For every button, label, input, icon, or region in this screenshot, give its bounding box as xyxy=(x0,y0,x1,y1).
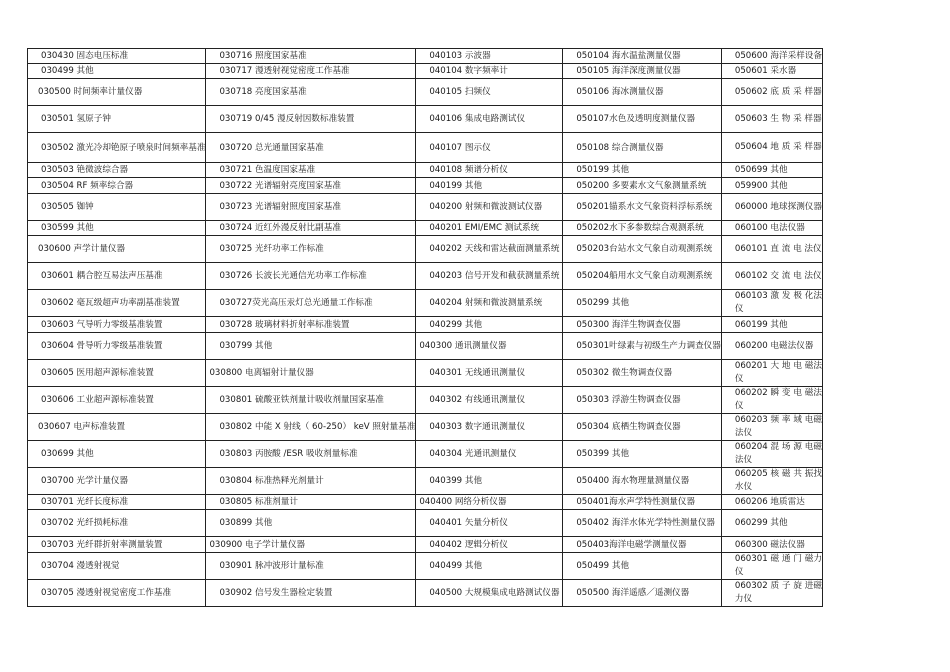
table-cell xyxy=(721,468,822,495)
table-cell xyxy=(416,360,563,387)
cell-text: 030799 其他 xyxy=(219,341,273,351)
cell-text: 030726 长波长光通信光功率工作标准 xyxy=(219,271,367,281)
cell-text: 030705 漫透射视觉密度工作基准 xyxy=(41,588,172,598)
table-cell xyxy=(721,317,822,333)
table-cell xyxy=(28,49,206,64)
cell-text: 050603 生 物 采 样器 xyxy=(734,113,822,124)
cell-text: 050300 海洋生物调查仪器 xyxy=(576,319,681,330)
cell-text: 030728 玻璃材料折射率标准装置 xyxy=(219,319,350,330)
cell-text: 050401海水声学特性测量仪器 xyxy=(576,497,696,507)
table-cell xyxy=(416,387,563,414)
table-cell xyxy=(28,194,206,221)
table-cell xyxy=(28,64,206,79)
cell-text: 040199 其他 xyxy=(429,180,483,191)
cell-text: 040304 光通讯测量仪 xyxy=(429,449,517,459)
cell-text: 030899 其他 xyxy=(219,518,273,528)
table-cell xyxy=(206,441,416,468)
cell-text: 050201锚系水文气象资料浮标系统 xyxy=(576,202,713,212)
cell-text: 030604 骨导听力零级基准装置 xyxy=(41,341,163,351)
table-cell xyxy=(563,194,722,221)
cell-text: 050499 其他 xyxy=(576,561,630,571)
cell-text: 030725 光纤功率工作标准 xyxy=(219,244,324,254)
cell-text: 040303 数字通讯测量仪 xyxy=(429,422,526,432)
table-cell xyxy=(28,414,206,441)
table-cell xyxy=(206,495,416,510)
cell-text: 040104 数字频率计 xyxy=(429,66,508,76)
cell-text: 030699 其他 xyxy=(41,449,94,459)
table-cell xyxy=(28,106,206,133)
table-cell xyxy=(416,414,563,441)
table-cell xyxy=(416,468,563,495)
table-cell xyxy=(563,79,722,106)
cell-text: 030503 铯微波综合器 xyxy=(41,165,129,175)
table-cell xyxy=(563,49,722,64)
table-cell xyxy=(416,221,563,236)
table-row xyxy=(28,387,823,414)
cell-text: 030805 标准剂量计 xyxy=(219,497,298,507)
table-cell xyxy=(563,414,722,441)
cell-text: 030501 氢原子钟 xyxy=(41,114,111,124)
cell-text: 030701 光纤长度标准 xyxy=(41,497,129,507)
table-row xyxy=(28,414,823,441)
table-row xyxy=(28,360,823,387)
table-cell xyxy=(28,387,206,414)
table-cell xyxy=(721,387,822,414)
table-cell xyxy=(28,263,206,290)
cell-text: 050301叶绿素与初级生产力调查仪器 xyxy=(576,341,721,351)
cell-text: 050601 采水器 xyxy=(734,66,797,76)
table-cell xyxy=(563,510,722,537)
table-cell xyxy=(563,495,722,510)
table-cell xyxy=(721,79,822,106)
cell-text: 060204 混 场 源 电磁法仪 xyxy=(734,442,822,465)
table-cell xyxy=(28,537,206,553)
table-row xyxy=(28,236,823,263)
table-cell xyxy=(721,64,822,79)
table-row xyxy=(28,580,823,607)
table-cell xyxy=(721,510,822,537)
table-cell xyxy=(416,333,563,360)
cell-text: 030600 声学计量仪器 xyxy=(38,244,126,254)
cell-text: 030430 固态电压标准 xyxy=(41,51,129,61)
table-cell xyxy=(206,333,416,360)
table-cell xyxy=(206,414,416,441)
table-cell xyxy=(563,178,722,194)
cell-text: 030720 总光通量国家基准 xyxy=(219,142,324,153)
table-cell xyxy=(206,236,416,263)
table-cell xyxy=(206,263,416,290)
cell-text: 040302 有线通讯测量仪 xyxy=(429,395,526,405)
cell-text: 050500 海洋遥感／遥测仪器 xyxy=(576,588,690,598)
table-cell xyxy=(563,163,722,178)
cell-text: 050600 海洋采样设备 xyxy=(734,51,822,61)
table-row xyxy=(28,553,823,580)
cell-text: 050400 海水物理量测量仪器 xyxy=(576,476,690,486)
table-cell xyxy=(721,441,822,468)
cell-text: 030505 铷钟 xyxy=(41,202,94,212)
table-cell xyxy=(206,580,416,607)
cell-text: 050403海洋电磁学测量仪器 xyxy=(576,539,687,550)
table-cell xyxy=(416,441,563,468)
cell-text: 050304 底栖生物调查仪器 xyxy=(576,422,681,432)
cell-text: 030601 耦合腔互易法声压基准 xyxy=(41,271,163,281)
table-row xyxy=(28,133,823,163)
cell-text: 050200 多要素水文气象测量系统 xyxy=(576,180,707,191)
table-row xyxy=(28,64,823,79)
cell-text: 050699 其他 xyxy=(734,165,788,175)
table-cell xyxy=(721,106,822,133)
table-cell xyxy=(28,553,206,580)
table-cell xyxy=(416,79,563,106)
cell-text: 060300 磁法仪器 xyxy=(734,539,805,550)
table-row xyxy=(28,317,823,333)
cell-text: 060203 频 率 域 电磁法仪 xyxy=(734,415,822,438)
table-cell xyxy=(721,221,822,236)
table-cell xyxy=(28,580,206,607)
cell-text: 030719 0/45 漫反射因数标准装置 xyxy=(219,114,355,124)
table-cell xyxy=(28,441,206,468)
cell-text: 040204 射频和微波测量系统 xyxy=(429,298,543,308)
table-cell xyxy=(721,236,822,263)
cell-text: 040300 通讯测量仪器 xyxy=(419,341,507,351)
table-cell xyxy=(28,333,206,360)
table-cell xyxy=(206,106,416,133)
table-row xyxy=(28,163,823,178)
cell-text: 050204船用水文气象自动观测系统 xyxy=(576,271,713,281)
cell-text: 030724 近红外漫反射比副基准 xyxy=(219,223,341,233)
cell-text: 040401 矢量分析仪 xyxy=(429,518,508,528)
cell-text: 050602 底 质 采 样器 xyxy=(734,86,822,97)
table-cell xyxy=(206,468,416,495)
table-cell xyxy=(563,537,722,553)
cell-text: 030717 漫透射视觉密度工作基准 xyxy=(219,66,350,76)
cell-text: 030607 电声标准装置 xyxy=(38,422,126,432)
table-row xyxy=(28,333,823,360)
cell-text: 060100 电法仪器 xyxy=(734,223,805,233)
table-cell xyxy=(416,236,563,263)
cell-text: 040106 集成电路测试仪 xyxy=(429,114,526,124)
cell-text: 050303 浮游生物调查仪器 xyxy=(576,395,681,405)
table-cell xyxy=(563,290,722,317)
table-cell xyxy=(416,64,563,79)
table-cell xyxy=(28,290,206,317)
cell-text: 060302 质 子 旋 进磁力仪 xyxy=(734,581,822,604)
cell-text: 030599 其他 xyxy=(41,223,94,233)
cell-text: 060202 瞬 变 电 磁法仪 xyxy=(734,388,822,411)
cell-text: 040202 天线和雷达截面测量系统 xyxy=(429,244,560,254)
table-cell xyxy=(28,79,206,106)
cell-text: 040203 信号开发和截获测量系统 xyxy=(429,271,560,281)
table-cell xyxy=(416,510,563,537)
cell-text: 050399 其他 xyxy=(576,449,630,459)
table-cell xyxy=(206,194,416,221)
cell-text: 030802 中能 X 射线（ 60-250） keV 照射量基准 xyxy=(219,422,416,432)
cell-text: 050199 其他 xyxy=(576,165,630,175)
table-cell xyxy=(28,360,206,387)
cell-text: 030722 光谱辐射亮度国家基准 xyxy=(219,180,341,191)
cell-text: 040400 网络分析仪器 xyxy=(419,497,507,507)
table-cell xyxy=(28,221,206,236)
table-row xyxy=(28,441,823,468)
cell-text: 060205 核 磁 共 振找水仪 xyxy=(734,469,822,492)
table-cell xyxy=(206,360,416,387)
cell-text: 030800 电离辐射计量仪器 xyxy=(209,368,314,378)
table-cell xyxy=(416,194,563,221)
cell-text: 040103 示波器 xyxy=(429,51,491,61)
cell-text: 040500 大规模集成电路测试仪器 xyxy=(429,588,560,598)
cell-text: 040399 其他 xyxy=(429,476,483,486)
cell-text: 050106 海冰测量仪器 xyxy=(576,87,664,97)
table-cell xyxy=(206,163,416,178)
cell-text: 030901 脉冲波形计量标准 xyxy=(219,561,324,571)
table-cell xyxy=(28,236,206,263)
table-cell xyxy=(563,221,722,236)
cell-text: 030502 激光冷却铯原子喷泉时间频率基准 xyxy=(41,142,206,153)
cell-text: 060199 其他 xyxy=(734,319,788,330)
table-row xyxy=(28,495,823,510)
cell-text: 050299 其他 xyxy=(576,298,630,308)
cell-text: 040201 EMI/EMC 测试系统 xyxy=(429,223,540,233)
cell-text: 030704 漫透射视觉 xyxy=(41,561,120,571)
table-row xyxy=(28,221,823,236)
table-cell xyxy=(563,468,722,495)
cell-text: 040301 无线通讯测量仪 xyxy=(429,368,526,378)
table-cell xyxy=(206,553,416,580)
table-cell xyxy=(206,64,416,79)
cell-text: 060206 地质雷达 xyxy=(734,497,805,507)
table-cell xyxy=(721,194,822,221)
catalog-table xyxy=(27,48,823,607)
table-cell xyxy=(721,495,822,510)
table-cell xyxy=(416,290,563,317)
table-row xyxy=(28,178,823,194)
table-cell xyxy=(563,333,722,360)
cell-text: 050604 地 质 采 样器 xyxy=(734,142,822,152)
cell-text: 030702 光纤损耗标准 xyxy=(41,518,129,528)
table-cell xyxy=(206,290,416,317)
table-cell xyxy=(206,317,416,333)
cell-text: 040108 频谱分析仪 xyxy=(429,165,508,175)
cell-text: 050107水色及透明度测量仪器 xyxy=(576,114,696,124)
cell-text: 030801 硫酸亚铁剂量计吸收剂量国家基准 xyxy=(219,395,384,405)
cell-text: 060301 磁 通 门 磁力仪 xyxy=(734,554,822,577)
cell-text: 050105 海洋深度测量仪器 xyxy=(576,66,681,76)
cell-text: 040402 逻辑分析仪 xyxy=(429,539,508,550)
table-cell xyxy=(721,263,822,290)
table-cell xyxy=(206,79,416,106)
table-cell xyxy=(28,163,206,178)
cell-text: 030703 光纤群折射率测量装置 xyxy=(41,539,163,550)
table-cell xyxy=(416,133,563,163)
table-cell xyxy=(416,495,563,510)
table-cell xyxy=(206,537,416,553)
table-row xyxy=(28,290,823,317)
table-cell xyxy=(563,387,722,414)
cell-text: 040107 图示仪 xyxy=(429,142,491,153)
table-cell xyxy=(416,580,563,607)
table-cell xyxy=(563,263,722,290)
cell-text: 050202水下多参数综合观测系统 xyxy=(576,223,704,233)
table-row xyxy=(28,49,823,64)
table-row xyxy=(28,468,823,495)
table-cell xyxy=(206,387,416,414)
table-row xyxy=(28,537,823,553)
cell-text: 050104 海水温盐测量仪器 xyxy=(576,51,681,61)
table-cell xyxy=(28,510,206,537)
table-cell xyxy=(28,317,206,333)
cell-text: 060201 大 地 电 磁法仪 xyxy=(734,361,822,384)
table-cell xyxy=(721,580,822,607)
cell-text: 030900 电子学计量仪器 xyxy=(209,539,306,550)
table-cell xyxy=(28,495,206,510)
cell-text: 040105 扫频仪 xyxy=(429,87,491,97)
table-cell xyxy=(721,290,822,317)
table-cell xyxy=(721,360,822,387)
cell-text: 030700 光学计量仪器 xyxy=(41,476,129,486)
table-cell xyxy=(416,553,563,580)
cell-text: 040200 射频和微波测试仪器 xyxy=(429,202,543,212)
table-cell xyxy=(206,133,416,163)
table-cell xyxy=(721,537,822,553)
table-cell xyxy=(563,553,722,580)
table-row xyxy=(28,263,823,290)
cell-text: 030605 医用超声源标准装置 xyxy=(41,368,154,378)
cell-text: 030803 丙胺酸 /ESR 吸收剂量标准 xyxy=(219,449,358,459)
table-cell xyxy=(721,133,822,163)
cell-text: 030804 标准热释光剂量计 xyxy=(219,476,324,486)
table-cell xyxy=(563,236,722,263)
table-cell xyxy=(721,178,822,194)
table-cell xyxy=(416,163,563,178)
cell-text: 030602 毫瓦级超声功率副基准装置 xyxy=(41,298,180,308)
table-row xyxy=(28,510,823,537)
table-cell xyxy=(563,106,722,133)
cell-text: 030718 亮度国家基准 xyxy=(219,87,307,97)
cell-text: 050402 海洋水体光学特性测量仪器 xyxy=(576,518,716,528)
cell-text: 030603 气导听力零级基准装置 xyxy=(41,319,163,330)
table-cell xyxy=(206,178,416,194)
cell-text: 050108 综合测量仪器 xyxy=(576,142,664,153)
table-cell xyxy=(416,263,563,290)
cell-text: 030500 时间频率计量仪器 xyxy=(38,87,143,97)
table-row xyxy=(28,79,823,106)
table-cell xyxy=(721,553,822,580)
table-cell xyxy=(28,468,206,495)
cell-text: 030504 RF 频率综合器 xyxy=(41,180,134,191)
table-cell xyxy=(563,441,722,468)
cell-text: 030723 光谱辐射照度国家基准 xyxy=(219,202,341,212)
cell-text: 050203台站水文气象自动观测系统 xyxy=(576,244,713,254)
cell-text: 060299 其他 xyxy=(734,518,788,528)
table-cell xyxy=(563,64,722,79)
table-cell xyxy=(721,49,822,64)
cell-text: 060000 地球探测仪器 xyxy=(734,202,822,212)
cell-text: 030721 色温度国家基准 xyxy=(219,165,316,175)
cell-text: 030902 信号发生器检定装置 xyxy=(219,588,333,598)
table-cell xyxy=(416,49,563,64)
cell-text: 060101 直 流 电 法仪 xyxy=(734,243,822,254)
table-cell xyxy=(721,414,822,441)
table-cell xyxy=(563,360,722,387)
table-cell xyxy=(206,510,416,537)
table-cell xyxy=(28,178,206,194)
table-cell xyxy=(721,333,822,360)
table-cell xyxy=(416,106,563,133)
cell-text: 030606 工业超声源标准装置 xyxy=(41,395,154,405)
cell-text: 030716 照度国家基准 xyxy=(219,51,307,61)
table-cell xyxy=(416,317,563,333)
cell-text: 040499 其他 xyxy=(429,561,483,571)
table-cell xyxy=(721,163,822,178)
table-cell xyxy=(206,221,416,236)
table-cell xyxy=(563,133,722,163)
cell-text: 060200 电磁法仪器 xyxy=(734,341,814,351)
cell-text: 060102 交 流 电 法仪 xyxy=(734,270,822,281)
cell-text: 050302 微生物调查仪器 xyxy=(576,368,673,378)
table-row xyxy=(28,194,823,221)
table-cell xyxy=(28,133,206,163)
cell-text: 040299 其他 xyxy=(429,319,483,330)
cell-text: 060103 激 发 极 化法仪 xyxy=(734,291,822,314)
cell-text: 059900 其他 xyxy=(734,180,788,191)
table-row xyxy=(28,106,823,133)
table-cell xyxy=(416,178,563,194)
table-cell xyxy=(206,49,416,64)
table-cell xyxy=(563,317,722,333)
cell-text: 030727荧光高压汞灯总光通量工作标准 xyxy=(219,298,373,308)
cell-text: 030499 其他 xyxy=(41,66,94,76)
table-cell xyxy=(416,537,563,553)
table-cell xyxy=(563,580,722,607)
